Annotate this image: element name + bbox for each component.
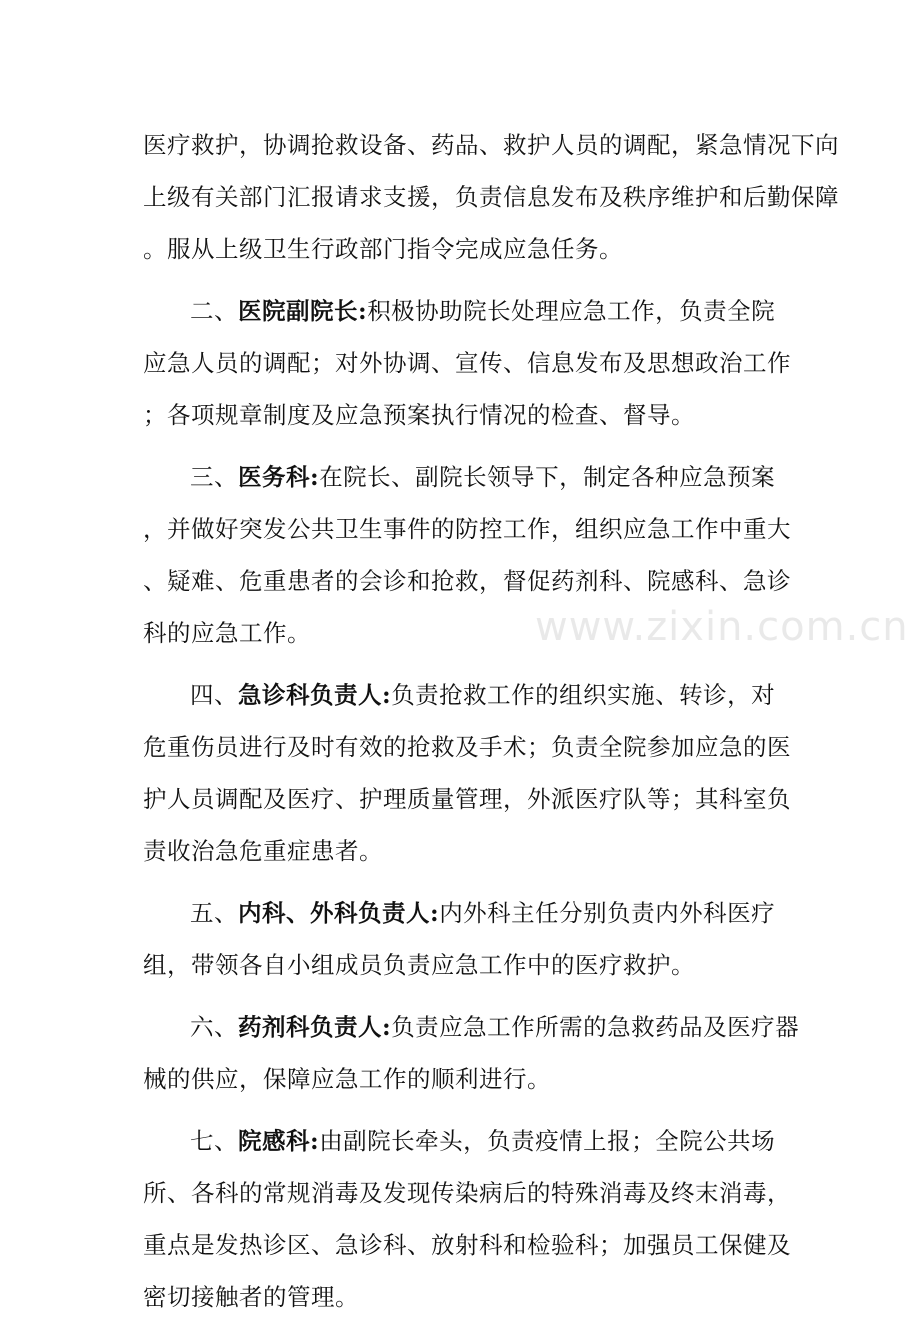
paragraph-pharmacy — [143, 1001, 800, 1105]
text-line: ，并做好突发公共卫生事件的防控工作，组织应急工作中重大 — [143, 515, 791, 543]
paragraph-emergency-dept — [143, 669, 791, 877]
section-title: 急诊科负责人: — [238, 681, 392, 709]
text-line — [143, 669, 776, 721]
section-title: 医院副院长: — [238, 297, 368, 325]
text-line — [143, 1115, 776, 1167]
paragraph-continuation — [143, 119, 839, 275]
section-title: 药剂科负责人: — [238, 1013, 392, 1041]
section-text: 由副院长牵头，负责疫情上报；全院公共场 — [319, 1127, 776, 1155]
section-number: 五、 — [190, 899, 238, 927]
text-line: 。服从上级卫生行政部门指令完成应急任务。 — [143, 235, 623, 263]
section-number: 六、 — [190, 1013, 238, 1041]
section-text: 内外科主任分别负责内外科医疗 — [439, 899, 776, 927]
section-number: 二、 — [190, 297, 238, 325]
text-line — [143, 451, 776, 503]
paragraph-internal-surgery — [143, 887, 776, 991]
text-line: 密切接触者的管理。 — [143, 1283, 359, 1311]
section-text: 积极协助院长处理应急工作，负责全院 — [367, 297, 776, 325]
text-line: 所、各科的常规消毒及发现传染病后的特殊消毒及终末消毒， — [143, 1179, 791, 1207]
text-line: 科的应急工作。 — [143, 619, 311, 647]
section-number: 七、 — [190, 1127, 238, 1155]
section-title: 内科、外科负责人: — [238, 899, 440, 927]
document-page — [143, 119, 839, 1323]
text-line: 危重伤员进行及时有效的抢救及手术；负责全院参加应急的医 — [143, 733, 791, 761]
paragraph-vice-president — [143, 285, 791, 441]
section-text: 负责抢救工作的组织实施、转诊，对 — [391, 681, 776, 709]
text-line: 责收治急危重症患者。 — [143, 837, 383, 865]
paragraph-medical-affairs — [143, 451, 791, 659]
text-line: 、疑难、危重患者的会诊和抢救，督促药剂科、院感科、急诊 — [143, 567, 791, 595]
section-text: 负责应急工作所需的急救药品及医疗器 — [391, 1013, 800, 1041]
text-line: 医疗救护，协调抢救设备、药品、救护人员的调配，紧急情况下向 — [143, 131, 839, 159]
section-text: 在院长、副院长领导下，制定各种应急预案 — [319, 463, 776, 491]
section-number: 四、 — [190, 681, 238, 709]
text-line: 械的供应，保障应急工作的顺利进行。 — [143, 1065, 551, 1093]
text-line — [143, 285, 776, 337]
text-line: 应急人员的调配；对外协调、宣传、信息发布及思想政治工作 — [143, 349, 791, 377]
text-line: 组，带领各自小组成员负责应急工作中的医疗救护。 — [143, 951, 695, 979]
section-title: 医务科: — [238, 463, 320, 491]
paragraph-infection-control — [143, 1115, 791, 1323]
text-line: ；各项规章制度及应急预案执行情况的检查、督导。 — [143, 401, 695, 429]
text-line: 护人员调配及医疗、护理质量管理，外派医疗队等；其科室负 — [143, 785, 791, 813]
text-line: 上级有关部门汇报请求支援，负责信息发布及秩序维护和后勤保障 — [143, 183, 839, 211]
text-line — [143, 887, 776, 939]
section-number: 三、 — [190, 463, 238, 491]
text-line: 重点是发热诊区、急诊科、放射科和检验科；加强员工保健及 — [143, 1231, 791, 1259]
watermark: www.zixin.com.cn — [535, 604, 909, 650]
section-title: 院感科: — [238, 1127, 320, 1155]
text-line — [143, 1001, 800, 1053]
